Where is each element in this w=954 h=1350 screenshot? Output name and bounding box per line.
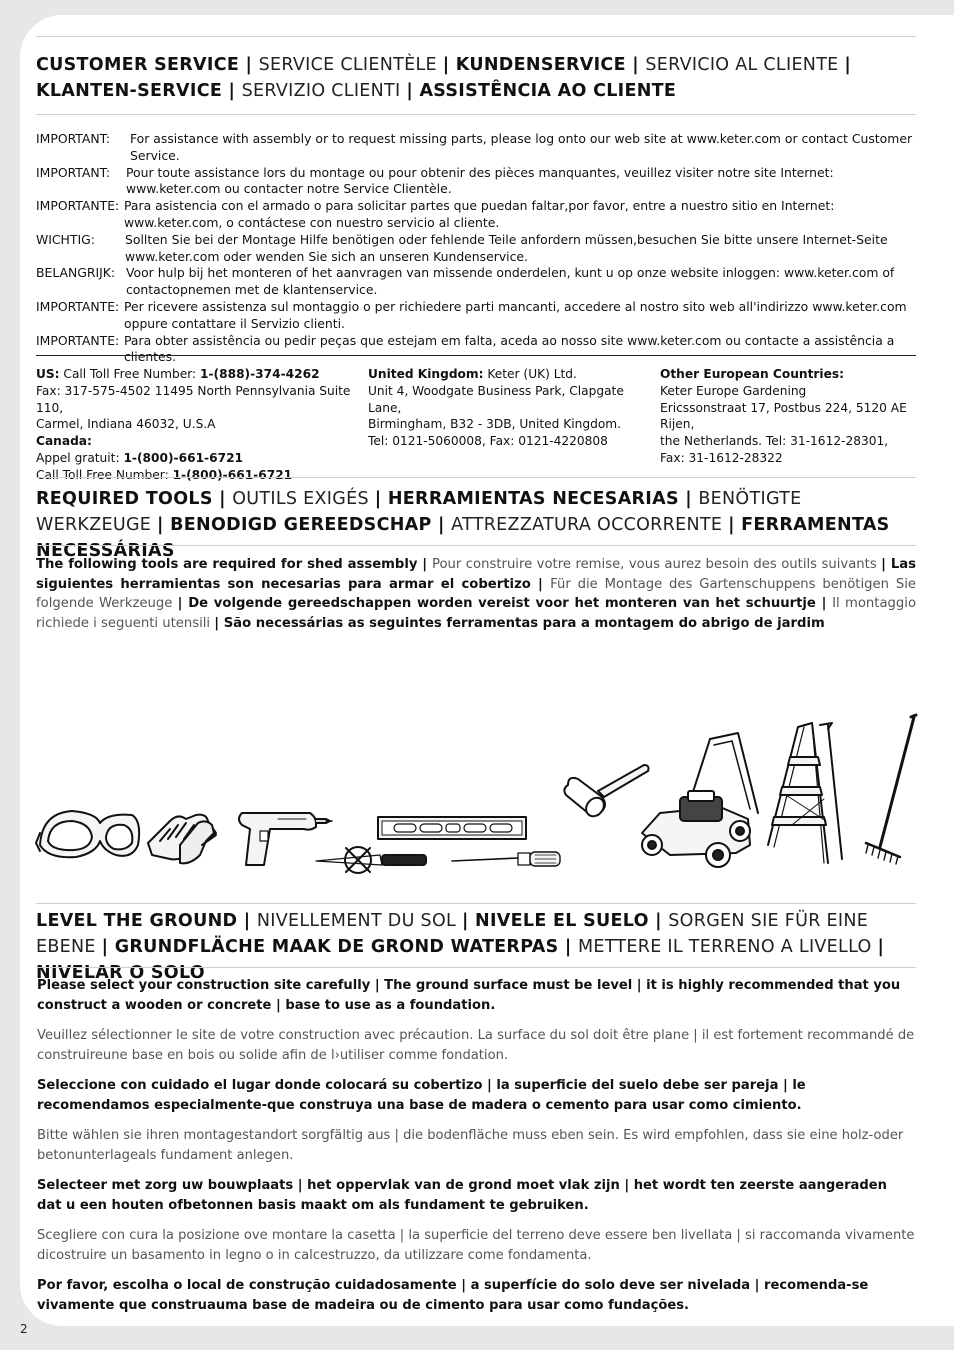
- divider: [36, 903, 916, 904]
- text-segment: | De volgende gereedschappen worden vereist voor het monteren van het schuurtje |: [177, 596, 833, 611]
- notice-text: Voor hulp bij het monteren of het aanvragen van missende onderdelen, kunt u op onze website inloggen: www.keter.com of contactopnemen met de klantenservice.: [126, 265, 895, 298]
- text-segment: Pour construire votre remise, vous aurez besoin des outils suivants: [432, 557, 882, 572]
- work-gloves-icon: [148, 815, 216, 864]
- uk-phone-line: Tel: 0121-5060008, Fax: 0121-4220808: [368, 434, 608, 449]
- us-address-line: Carmel, Indiana 46032, U.S.A: [36, 417, 216, 432]
- instruction-paragraph: Por favor, escolha o local de construção cuidadosamente | a superfície do solo deve ser nivelada | recomenda-se vivamente que construauma base de madeira ou de cimento para usar como fundações.: [37, 1278, 869, 1313]
- text-segment: SERVIZIO CLIENTI: [241, 81, 407, 101]
- important-notices: [36, 131, 916, 366]
- text-segment: ATTREZZATURA OCCORRENTE: [451, 515, 729, 535]
- notice-row: [36, 265, 916, 299]
- text-segment: | Las siguientes herramientas son necesarias para armar el cobertizo |: [36, 557, 916, 592]
- text-segment: REQUIRED TOOLS |: [36, 489, 233, 509]
- europe-label: Other European Countries:: [660, 367, 844, 381]
- notice-row: [36, 232, 916, 266]
- notice-label: IMPORTANTE:: [36, 198, 120, 214]
- notice-text: Sollten Sie bei der Montage Hilfe benötigen oder fehlende Teile anfordern müssen,besuchen Sie bitte unsere Internet-Seite www.keter.com oder wenden Sie sich an unseren Kundenservice.: [125, 231, 888, 264]
- text-segment: | GRUNDFLÄCHE MAAK DE GROND WATERPAS |: [101, 937, 578, 957]
- uk-address-line: Keter (UK) Ltd.: [483, 367, 577, 381]
- notice-row: [36, 299, 916, 333]
- europe-address-line: the Netherlands. Tel: 31-1612-28301,: [660, 434, 889, 449]
- notice-text: Para asistencia con el armado o para solicitar partes que puedan faltar,por favor, entre a nuestro sitio en Internet: www.keter.com, o contáctese con nuestro servicio al cliente.: [124, 198, 835, 230]
- contact-europe: [660, 366, 920, 467]
- notice-text: Per ricevere assistenza sul montaggio o per richiedere parti mancanti, accedere al nostro sito web all'indirizzo www.keter.com oppure contattare il Servizio clienti.: [124, 298, 907, 331]
- text-segment: NIVELLEMENT DU SOL: [256, 911, 462, 931]
- us-address-line: Fax: 317-575-4502 11495 North Pennsylvania Suite 110,: [36, 383, 351, 415]
- text-segment: | NIVELE EL SUELO |: [461, 911, 669, 931]
- text-segment: SORGEN SIE FÜR EINE EBENE: [36, 911, 869, 957]
- text-segment: | São necessárias as seguintes ferramentas para a montagem do abrigo de jardim: [214, 615, 825, 631]
- text-segment: | NIVELAR O SOLO: [36, 937, 885, 983]
- contact-uk: [368, 366, 653, 450]
- text-segment: | KLANTEN-SERVICE |: [36, 55, 852, 101]
- text-segment: METTERE IL TERRENO A LIVELLO: [577, 937, 878, 957]
- text-segment: | BENODIGD GEREEDSCHAP |: [157, 515, 452, 535]
- canada-appel-text: Appel gratuit:: [36, 450, 124, 465]
- lawn-mower-icon: [642, 733, 758, 867]
- canada-appel-number: 1-(800)-661-6721: [123, 450, 244, 465]
- text-segment: | KUNDENSERVICE |: [442, 55, 646, 75]
- text-segment: SERVICIO AL CLIENTE: [645, 55, 845, 75]
- level-ground-paragraphs: [37, 976, 915, 1315]
- uk-address-line: Birmingham, B32 - 3DB, United Kingdom.: [368, 417, 622, 432]
- text-segment: The following tools are required for shed assembly |: [36, 557, 432, 572]
- tools-illustration: [20, 695, 954, 885]
- divider: [36, 114, 916, 115]
- text-segment: SERVICE CLIENTÈLE: [258, 55, 443, 75]
- instruction-paragraph: Please select your construction site carefully | The ground surface must be level | it is highly recommended that you construct a wooden or concrete | base to use as a foundation.: [37, 978, 901, 1013]
- notice-label: IMPORTANTE:: [36, 298, 120, 314]
- us-phone-number: 1-(888)-374-4262: [200, 367, 320, 381]
- step-ladder-icon: [768, 723, 842, 863]
- divider: [36, 967, 916, 968]
- level-ground-heading: [36, 908, 916, 986]
- instruction-paragraph: Scegliere con cura la posizione ove montare la casetta | la superficie del terreno deve essere ben livellata | si raccomanda vivamente dicostruire un basamento in legno o in calcestruzzo, da utilizzare come fondamenta.: [37, 1228, 915, 1263]
- manual-page: [20, 15, 954, 1326]
- instruction-paragraph: Selecteer met zorg uw bouwplaats | het oppervlak van de grond moet vlak zijn | het wordt ten zeerste aangeraden dat u een houten ofbetonnen basis maakt om als fundament te gebruiken.: [37, 1178, 887, 1213]
- text-segment: Il montaggio richiede i seguenti utensili: [36, 596, 917, 631]
- text-segment: LEVEL THE GROUND |: [36, 911, 257, 931]
- notice-row: [36, 333, 916, 367]
- notice-row: [36, 198, 916, 232]
- divider: [36, 355, 916, 356]
- divider: [36, 545, 916, 546]
- notice-text: Para obter assistência ou pedir peças que estejam em falta, aceda ao nosso site www.keter.com ou contacte a assistência a clientes.: [124, 332, 895, 365]
- text-segment: | ASSISTÊNCIA AO CLIENTE: [406, 81, 677, 101]
- notice-label: IMPORTANTE:: [36, 332, 120, 348]
- notice-label: BELANGRIJK:: [36, 265, 116, 281]
- us-toll-free-text: Call Toll Free Number:: [59, 367, 200, 381]
- europe-phone-line: Fax: 31-1612-28322: [660, 450, 783, 465]
- text-segment: BENÖTIGTE WERKZEUGE: [36, 489, 802, 535]
- text-segment: CUSTOMER SERVICE |: [36, 55, 259, 75]
- notice-label: WICHTIG:: [36, 231, 95, 247]
- uk-label: United Kingdom:: [368, 367, 484, 381]
- canada-call-text: Call Toll Free Number:: [36, 467, 173, 482]
- instruction-paragraph: Seleccione con cuidado el lugar donde colocará su cobertizo | la superficie del suelo debe ser pareja | le recomendamos especialmente-que construya una base de madera o cemento para usar como cimiento.: [37, 1078, 806, 1113]
- page-number: 2: [20, 1322, 28, 1336]
- instruction-paragraph: Bitte wählen sie ihren montagestandort sorgfältig aus | die bodenfläche muss eben sein. Es wird empfohlen, dass sie eine holz-oder betonunterlageals fundament anlegen.: [37, 1128, 904, 1163]
- required-tools-heading: [36, 486, 916, 564]
- notice-row: [36, 165, 916, 199]
- uk-address-line: Unit 4, Woodgate Business Park, Clapgate Lane,: [368, 383, 624, 415]
- text-segment: | HERRAMIENTAS NECESARIAS |: [374, 489, 699, 509]
- divider: [36, 36, 916, 37]
- notice-text: For assistance with assembly or to request missing parts, please log onto our web site at www.keter.com or contact Customer Service.: [130, 131, 913, 163]
- text-segment: | FERRAMENTAS NECESSÁRIAS: [36, 515, 890, 561]
- customer-service-heading: [36, 52, 916, 104]
- notice-label: IMPORTANT:: [36, 131, 111, 146]
- notice-text: Pour toute assistance lors du montage ou pour obtenir des pièces manquantes, veuillez visiter notre site Internet: www.keter.com ou contacter notre Service Clientèle.: [126, 164, 834, 197]
- us-label: US:: [36, 367, 60, 381]
- rubber-mallet-icon: [564, 765, 648, 820]
- text-segment: OUTILS EXIGÉS: [232, 489, 375, 509]
- knife-crossed-out-icon: [316, 847, 426, 873]
- contact-us: [36, 366, 356, 484]
- spirit-level-icon: [378, 817, 526, 839]
- instruction-paragraph: Veuillez sélectionner le site de votre construction avec précaution. La surface du sol doit être plane | il est fortement recommandé de construireune base en bois ou solide afin de l›utiliser comme fondation.: [37, 1028, 915, 1063]
- notice-row: [36, 131, 916, 165]
- notice-label: IMPORTANT:: [36, 164, 111, 180]
- safety-goggles-icon: [36, 811, 139, 857]
- rake-icon: [866, 715, 916, 864]
- europe-address-line: Keter Europe Gardening: [660, 383, 807, 398]
- required-tools-intro: [36, 555, 916, 633]
- divider: [36, 477, 916, 478]
- canada-call-number: 1-(800)-661-6721: [172, 467, 293, 482]
- power-drill-icon: [239, 813, 332, 865]
- text-segment: Für die Montage des Gartenschuppens benötigen Sie folgende Werkzeuge: [36, 576, 916, 611]
- screwdriver-icon: [452, 852, 560, 866]
- canada-label: Canada:: [36, 434, 92, 449]
- europe-address-line: Ericssonstraat 17, Postbus 224, 5120 AE Rijen,: [660, 400, 907, 432]
